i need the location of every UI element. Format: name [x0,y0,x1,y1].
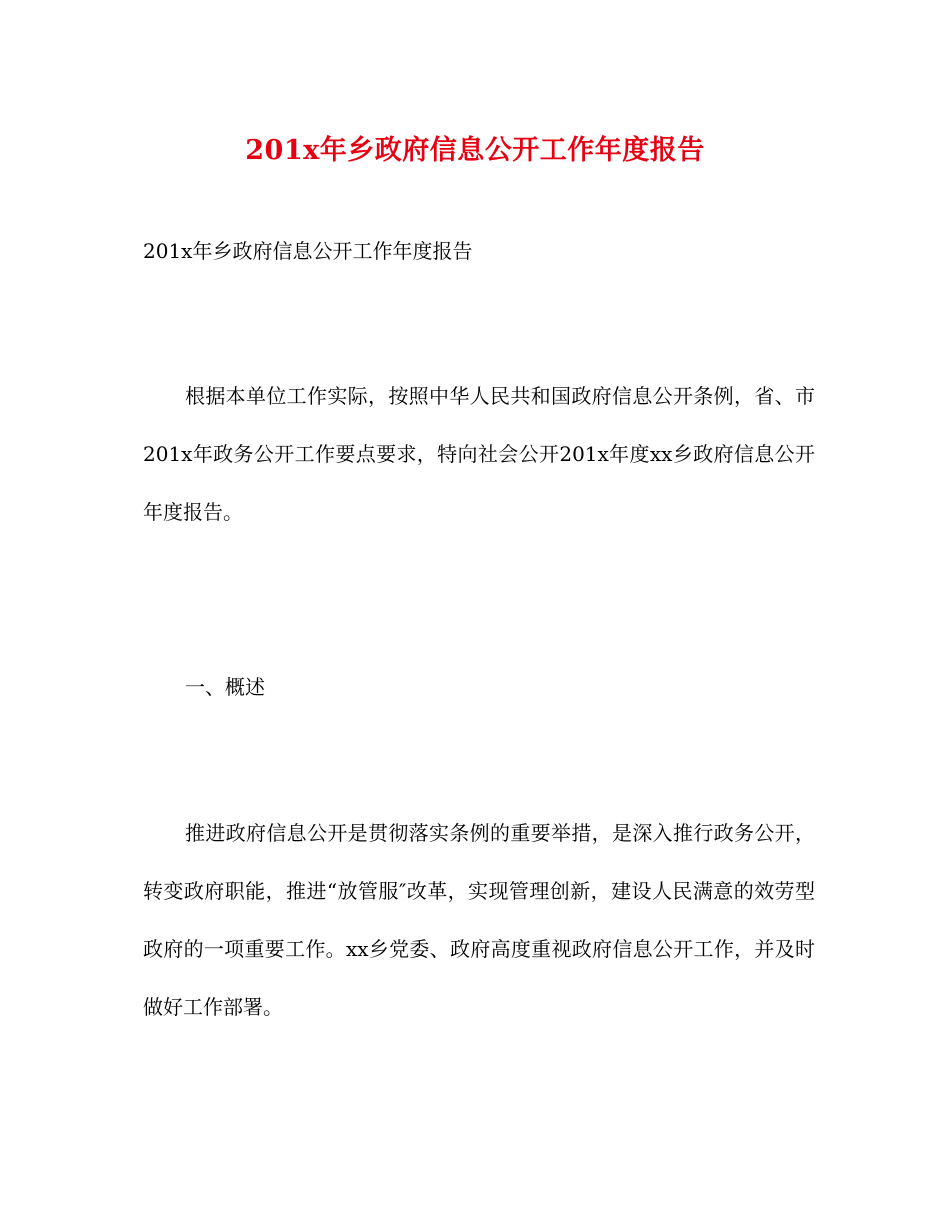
section-heading-overview: 一、概述 [185,675,265,699]
body-paragraph-intro: 根据本单位工作实际，按照中华人民共和国政府信息公开条例，省、市201x年政务公开工作要点要求，特向社会公开201x年度xx乡政府信息公开年度报告。 [143,384,815,524]
body-paragraph-overview: 推进政府信息公开是贯彻落实条例的重要举措，是深入推行政务公开，转变政府职能，推进“放管服″改革，实现管理创新，建设人民满意的效劳型政府的一项重要工作。xx乡党委、政府高度重视政府信息公开工作，并及时做好工作部署。 [143,821,815,1019]
document-subtitle: 201x年乡政府信息公开工作年度报告 [143,239,473,263]
document-title: 201x年乡政府信息公开工作年度报告 [245,135,705,166]
